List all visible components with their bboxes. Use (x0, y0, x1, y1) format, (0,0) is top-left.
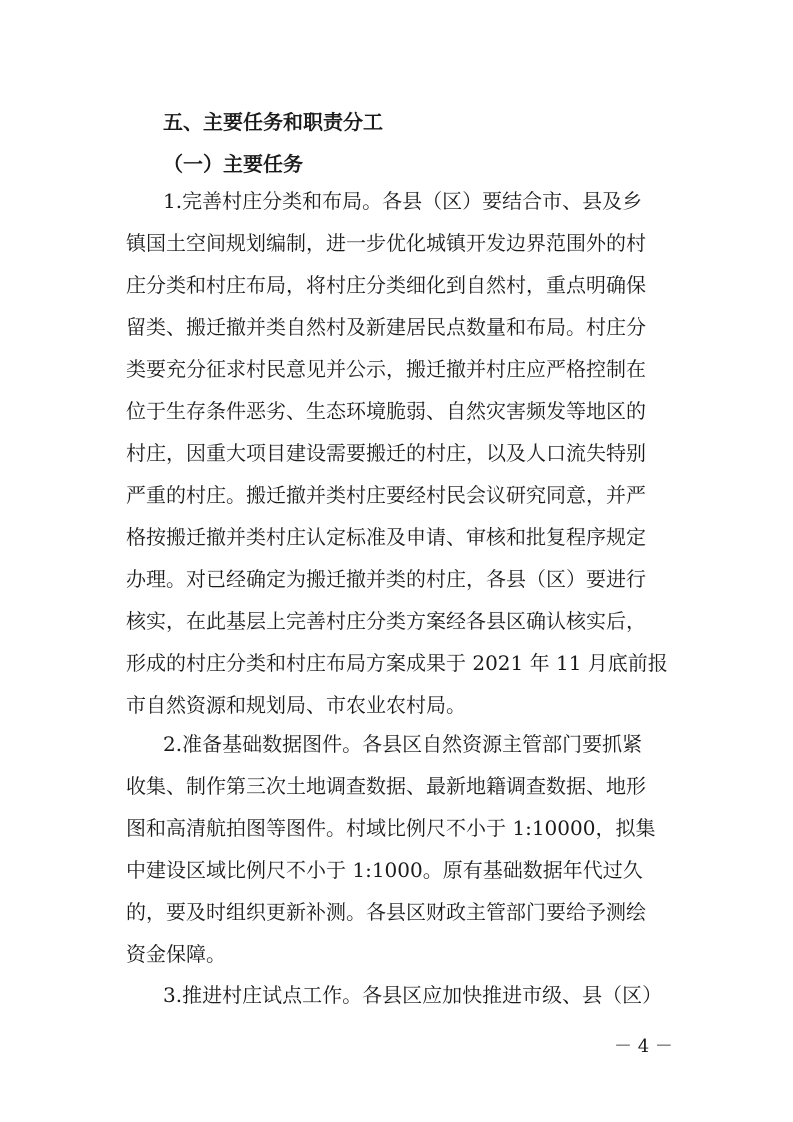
paragraph-line: 2.准备基础数据图件。各县区自然资源主管部门要抓紧 (163, 732, 643, 756)
paragraph-line: 位于生存条件恶劣、生态环境脆弱、自然灾害频发等地区的 (126, 399, 646, 423)
paragraph-line: 1.完善村庄分类和布局。各县（区）要结合市、县及乡 (163, 189, 643, 213)
paragraph-line: 类要充分征求村民意见并公示，搬迁撤并村庄应严格控制在 (126, 357, 646, 381)
paragraph-line: 核实，在此基层上完善村庄分类方案经各县区确认核实后， (126, 609, 646, 633)
page-number: － 4 － (614, 1036, 673, 1057)
section-heading: 五、主要任务和职责分工 (163, 110, 383, 134)
paragraph-line: 留类、搬迁撤并类自然村及新建居民点数量和布局。村庄分 (126, 315, 646, 339)
subsection-heading: （一）主要任务 (163, 152, 303, 176)
paragraph-line: 市自然资源和规划局、市农业农村局。 (126, 693, 466, 717)
paragraph-line: 严重的村庄。搬迁撤并类村庄要经村民会议研究同意，并严 (126, 483, 646, 507)
paragraph-line: 资金保障。 (126, 942, 226, 966)
paragraph-line: 办理。对已经确定为搬迁撤并类的村庄，各县（区）要进行 (126, 567, 646, 591)
paragraph-line: 中建设区域比例尺不小于 1:1000。原有基础数据年代过久 (126, 858, 643, 882)
paragraph-line: 3.推进村庄试点工作。各县区应加快推进市级、县（区） (163, 983, 663, 1007)
paragraph-line: 形成的村庄分类和村庄布局方案成果于 2021 年 11 月底前报 (126, 651, 668, 675)
paragraph-line: 图和高清航拍图等图件。村域比例尺不小于 1:10000，拟集 (126, 816, 656, 840)
paragraph-line: 庄分类和村庄布局，将村庄分类细化到自然村，重点明确保 (126, 273, 646, 297)
paragraph-line: 收集、制作第三次土地调查数据、最新地籍调查数据、地形 (126, 774, 646, 798)
paragraph-line: 的，要及时组织更新补测。各县区财政主管部门要给予测绘 (126, 900, 646, 924)
paragraph-line: 村庄，因重大项目建设需要搬迁的村庄，以及人口流失特别 (126, 441, 646, 465)
paragraph-line: 格按搬迁撤并类村庄认定标准及申请、审核和批复程序规定 (126, 525, 646, 549)
paragraph-line: 镇国土空间规划编制，进一步优化城镇开发边界范围外的村 (126, 231, 646, 255)
